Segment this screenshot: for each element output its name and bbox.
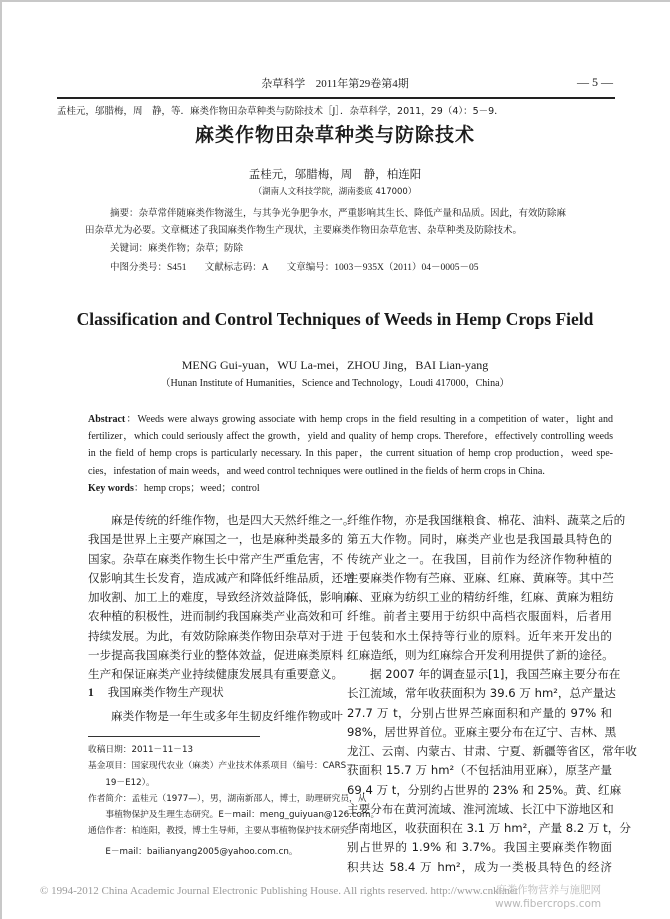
authors-en: MENG Gui-yuan，WU La-mei，ZHOU Jing，BAI Lian-yang — [181, 358, 489, 372]
body-left-continued — [88, 707, 341, 726]
abstract-en-line: fertilizer，which could seriously affect the growth，yield and quality of hemp crops. Therefore，effectively controlling weeds — [88, 431, 613, 443]
body-line: 主要麻类作物有苎麻、亚麻、红麻、黄麻等。其中苎 — [347, 570, 614, 585]
body-line: 纤维。前者主要用于纺织中高档衣服面料，后者用 — [347, 609, 612, 624]
body-line: 生产和保证麻类产业持续健康发展具有重要意义。 — [88, 667, 344, 681]
abstract-en-line: in the field of hemp crops is particularly necessary. In this paper，the current situation of hemp crop production，weed spe- — [88, 448, 613, 460]
body-right-column — [347, 511, 637, 877]
body-line: 据 2007 年的调查显示[1]，我国苎麻主要分布在 — [370, 667, 621, 681]
abstract-en — [88, 411, 613, 497]
affiliation-en: （Hunan Institute of Humanities，Science and Technology，Loudi 417000，China） — [160, 378, 510, 389]
footnote-line: E－mail：bailianyang2005@yahoo.com.cn。 — [88, 846, 298, 857]
keywords-cn: 关键词：麻类作物；杂草；防除 — [110, 243, 244, 254]
body-line: 国家。杂草在麻类作物生长中常产生严重危害，不 — [88, 551, 344, 566]
paper-title-en: Classification and Control Techniques of Weeds in Hemp Crops Field — [76, 309, 594, 329]
abstract-cn-line: 摘要：杂草常伴随麻类作物滋生，与其争光争肥争水，严重影响其生长、降低产量和品质。因此，有效防除麻 — [110, 208, 567, 219]
body-line: 麻类作物是一年生或多年生韧皮纤维作物或叶 — [111, 709, 343, 723]
body-line: 仅影响其生长发育，造成减产和降低纤维品质，还增 — [88, 570, 355, 585]
body-line: 持续发展。为此，有效防除麻类作物田杂草对于进 — [88, 628, 344, 643]
footnote-line: 作者简介：孟桂元（1977—），男，湖南新邵人，博士，助理研究员，从 — [88, 793, 367, 804]
body-line: 积共达 58.4 万 hm²，成为一类极具特色的经济 — [347, 859, 612, 874]
body-line: 华南地区，收获面积在 3.1 万 hm²，产量 8.2 万 t，分 — [347, 821, 631, 835]
abstract-cn-line: 田杂草尤为必要。文章概述了我国麻类作物生产现状，主要麻类作物田杂草危害、杂草种类及防除技术。 — [85, 225, 523, 236]
body-line: 一步提高我国麻类行业的整体效益，促进麻类原料 — [88, 647, 344, 662]
body-line: 27.7 万 t，分别占世界苎麻面积和产量的 97% 和 — [347, 705, 612, 720]
body-line: 长江流域，常年收获面积为 39.6 万 hm²，总产量达 — [347, 686, 616, 701]
body-line: 麻、亚麻为纺织工业的精纺纤维，红麻、黄麻为粗纺 — [347, 590, 614, 604]
footnote-line: 事植物保护及生理生态研究。E－mail：meng_guiyuan@126.com。 — [88, 810, 380, 821]
classification-info: 中图分类号：S451 文献标志码：A 文章编号：1003－935X（2011）04－0005－05 — [110, 262, 479, 273]
body-line: 69.4 万 t，分别约占世界的 23% 和 25%。黄、红麻 — [347, 782, 622, 797]
body-line: 于包装和水土保持等行业的原料。近年来开发出的 — [347, 628, 612, 643]
body-line: 第五大作物。同时，麻类产业也是我国最具特色的 — [347, 532, 612, 547]
footnote-line: 19－E12）。 — [88, 777, 155, 788]
running-header: 杂草科学 2011年第29卷第4期 — [261, 77, 409, 90]
footnote-line: 基金项目：国家现代农业（麻类）产业技术体系项目（编号：CARS－ — [88, 761, 355, 772]
body-line: 传统产业之一。在我国，目前作为经济作物种植的 — [347, 551, 612, 566]
affiliation-cn: （湖南人文科技学院，湖南娄底 417000） — [253, 187, 417, 197]
footnote-line: 收稿日期：2011－11－13 — [88, 745, 194, 755]
footnote-rule — [88, 736, 260, 737]
body-line: 我国是世界上主要产麻国之一，也是麻种类最多的 — [88, 532, 344, 547]
body-left-column — [88, 511, 355, 684]
paper-title-cn: 麻类作物田杂草种类与防除技术 — [194, 124, 475, 146]
page-border-top — [0, 0, 670, 2]
citation: 孟桂元，邬腊梅，周 静，等．麻类作物田杂草种类与防除技术［J］．杂草科学，2011，29（4）：5－9． — [57, 106, 504, 117]
section-heading: 1 我国麻类作物生产现状 — [88, 685, 224, 699]
abstract-en-line: cies，infestation of main weeds，and weed control techniques were outlined in the fields of herm crops in China. — [88, 465, 545, 477]
body-line: 纤维作物，亦是我国继粮食、棉花、油料、蔬菜之后的 — [347, 513, 626, 527]
body-line: 龙江、云南、内蒙古、甘肃、宁夏、新疆等省区，常年收 — [347, 744, 637, 758]
page-number: — 5 — — [577, 75, 613, 89]
body-line: 获面积 15.7 万 hm²（不包括油用亚麻），原茎产量 — [347, 763, 612, 778]
footnotes — [88, 742, 380, 860]
copyright-footer: © 1994-2012 China Academic Journal Electronic Publishing House. All rights reserved. http://www.cnki.net — [40, 885, 518, 897]
authors-cn: 孟桂元，邬腊梅，周 静，柏连阳 — [248, 167, 422, 181]
body-line: 农种植的积极性，进而制约我国麻类产业高效和可 — [88, 609, 344, 624]
body-line: 加收割、加工上的难度，导致经济效益降低，影响麻 — [88, 590, 355, 604]
watermark: 麻类作物营养与施肥网 www.fibercrops.com — [495, 884, 602, 910]
body-line: 主要分布在黄河流域、淮河流域、长江中下游地区和 — [347, 801, 614, 816]
body-line: 别占世界的 1.9% 和 3.7%。我国主要麻类作物面 — [347, 840, 612, 855]
footnote-line: 通信作者：柏连阳，教授，博士生导师，主要从事植物保护技术研究。 — [88, 826, 358, 837]
journal-name: 杂草科学 — [261, 77, 306, 90]
body-line: 98%，居世界首位。亚麻主要分布在辽宁、吉林、黑 — [347, 724, 617, 739]
body-line: 红麻造纸，则为红麻综合开发利用提供了新的途径。 — [347, 647, 614, 662]
body-line: 麻是传统的纤维作物，也是四大天然纤维之一。 — [111, 513, 355, 527]
keywords-en: Key words：hemp crops；weed；control — [88, 482, 260, 494]
header-rule — [57, 97, 615, 99]
abstract-en-line: Abstract：Weeds were always growing associate with hemp crops in the field resulting in a competition of water，light and — [88, 414, 613, 425]
